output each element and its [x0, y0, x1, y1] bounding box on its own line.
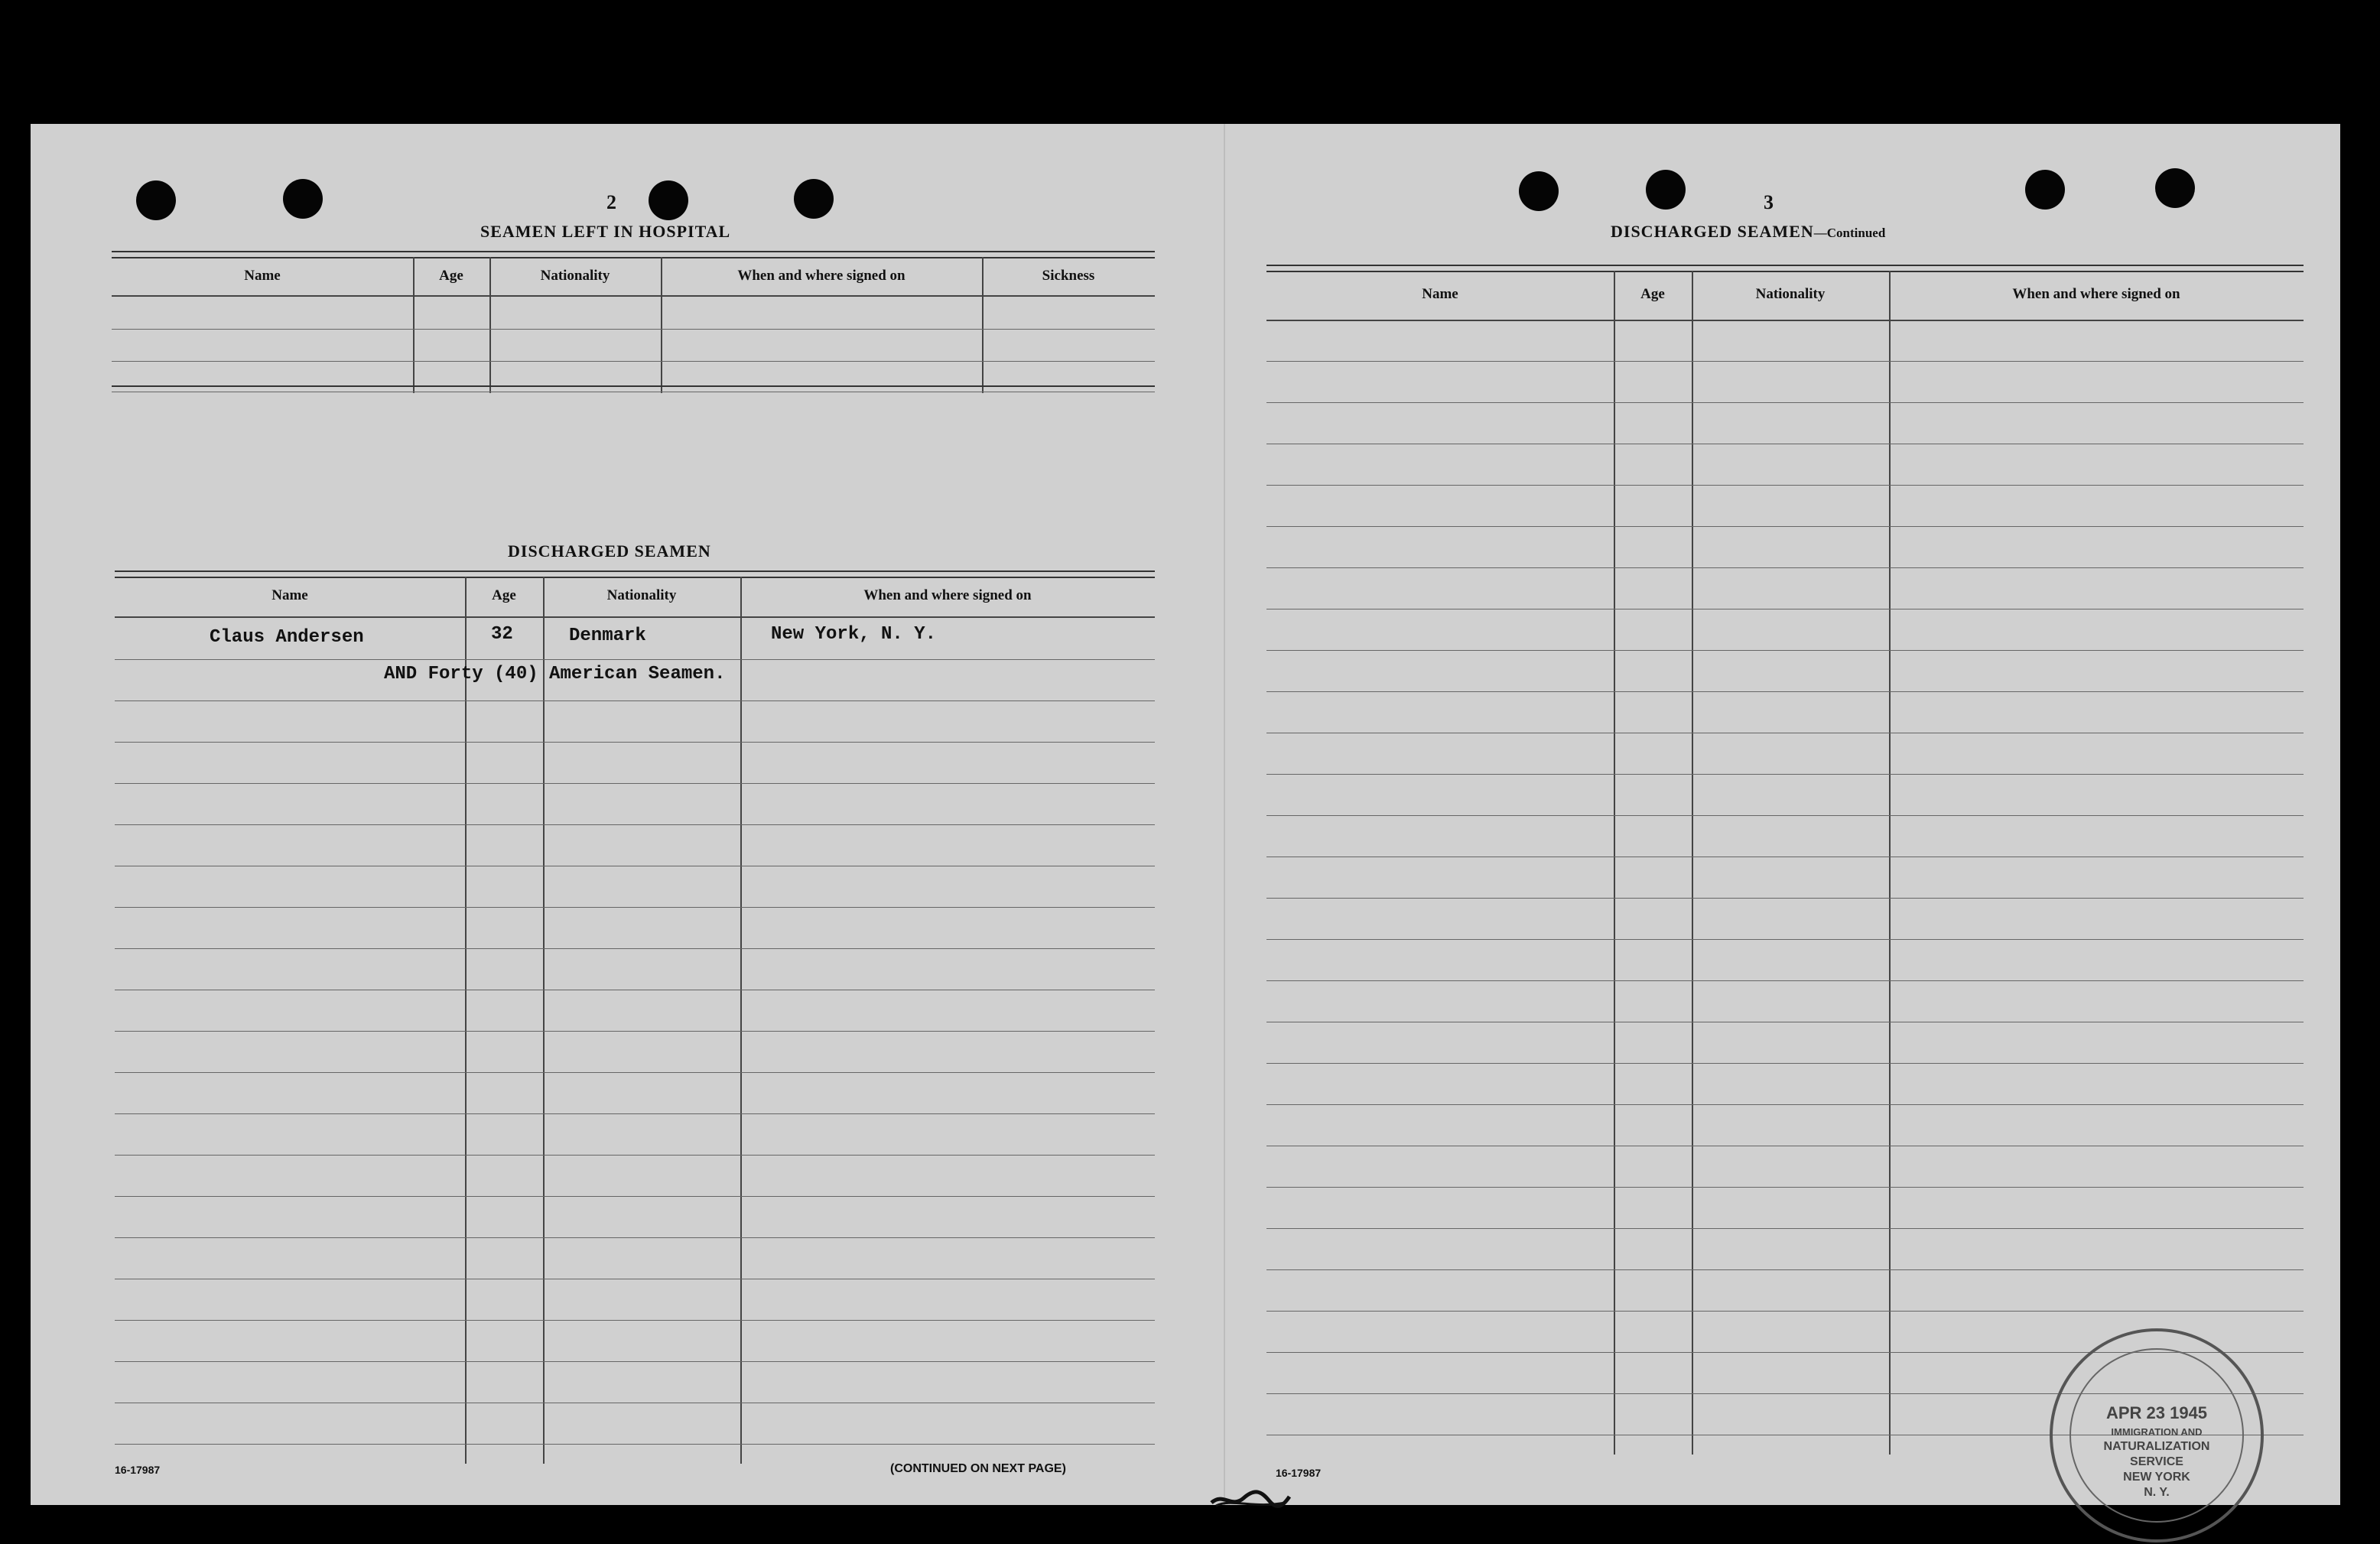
punch-hole	[2155, 168, 2195, 208]
column-header-age: Age	[439, 268, 463, 284]
discharged-table	[115, 577, 1155, 1464]
column-header-name: Name	[271, 587, 308, 603]
column-header-age: Age	[492, 587, 516, 603]
column-header-name: Name	[244, 268, 281, 284]
form-number: 16-17987	[115, 1464, 161, 1476]
hospital-table	[112, 257, 1155, 393]
stamp-date: APR 23 1945	[2105, 1403, 2208, 1422]
column-header-age: Age	[1640, 286, 1665, 302]
divider	[1266, 265, 2304, 266]
column-header-nationality: Nationality	[540, 268, 610, 284]
punch-hole	[1519, 171, 1559, 211]
divider	[112, 385, 1155, 387]
seaman-age: 32	[491, 624, 513, 645]
seaman-signed-on: New York, N. Y.	[771, 624, 937, 645]
column-header-signed-on: When and where signed on	[2012, 286, 2180, 302]
discharged-continued-table	[1266, 271, 2304, 1455]
column-header-nationality: Nationality	[1755, 286, 1826, 302]
manifest-sheet	[31, 124, 2340, 1505]
punch-hole	[794, 179, 834, 219]
form-number: 16-17987	[1276, 1467, 1322, 1479]
stamp-line: N. Y.	[2144, 1486, 2170, 1499]
stamp-line: NEW YORK	[2123, 1471, 2190, 1484]
column-header-nationality: Nationality	[606, 587, 677, 603]
stamp-line: IMMIGRATION AND	[2111, 1426, 2203, 1438]
hospital-section-title: SEAMEN LEFT IN HOSPITAL	[480, 222, 731, 241]
additional-seamen-note: AND Forty (40) American Seamen.	[384, 664, 726, 684]
stamp-line: NATURALIZATION	[2103, 1440, 2210, 1453]
title-suffix: —Continued	[1813, 226, 1886, 240]
punch-hole	[1646, 170, 1686, 210]
column-header-signed-on: When and where signed on	[863, 587, 1032, 603]
divider	[112, 251, 1155, 252]
continued-note: (CONTINUED ON NEXT PAGE)	[890, 1462, 1066, 1475]
punch-hole	[136, 180, 176, 220]
seaman-nationality: Denmark	[569, 626, 646, 646]
pen-scribble-icon	[1208, 1489, 1292, 1510]
page-number: 3	[1764, 191, 1774, 213]
column-header-sickness: Sickness	[1042, 268, 1095, 284]
discharged-continued-title	[1611, 222, 1885, 242]
page-number: 2	[606, 191, 616, 213]
punch-hole	[283, 179, 323, 219]
stamp-line: SERVICE	[2130, 1455, 2183, 1468]
column-header-name: Name	[1422, 286, 1458, 302]
punch-hole	[649, 180, 688, 220]
divider	[115, 570, 1155, 572]
immigration-stamp	[2050, 1328, 2264, 1542]
column-header-signed-on: When and where signed on	[737, 268, 906, 284]
page-fold	[1224, 124, 1225, 1505]
title-text: DISCHARGED SEAMEN	[1611, 222, 1814, 241]
punch-hole	[2025, 170, 2065, 210]
seaman-name: Claus Andersen	[210, 627, 364, 648]
discharged-section-title: DISCHARGED SEAMEN	[508, 541, 711, 561]
